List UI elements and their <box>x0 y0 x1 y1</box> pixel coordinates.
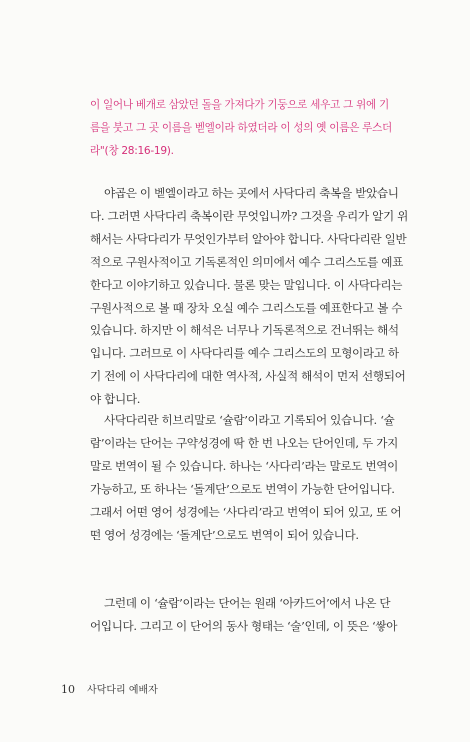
text-line: 떤 영어 성경에는 ‘돌계단’으로도 번역이 되어 있습니다. <box>90 527 359 542</box>
paragraph-sullam-meaning <box>90 409 425 546</box>
text-line: 람’이라는 단어는 구약성경에 딱 한 번 나오는 단어인데, 두 가지 <box>90 435 398 450</box>
text-line: 사닥다리란 히브리말로 ‘슐람’이라고 기록되어 있습니다. ‘슐 <box>104 413 395 427</box>
text-line: 입니다. 그러므로 이 사닥다리를 예수 그리스도의 모형이라고 하 <box>90 346 399 361</box>
page-footer <box>61 681 158 696</box>
text-line: 어입니다. 그리고 이 단어의 동사 형태는 ‘술’인데, 이 뜻은 ‘쌓아 <box>90 618 398 633</box>
text-line: 한다고 이야기하고 있습니다. 물론 맞는 말입니다. 이 사닥다리는 <box>90 277 403 292</box>
paragraph-ladder-blessing <box>90 182 425 411</box>
text-line: 야 합니다. <box>90 392 141 407</box>
paragraph-akkadian-origin <box>90 592 425 638</box>
text-line: 있습니다. 하지만 이 해석은 너무나 기독론적으로 건너뛰는 해석 <box>90 323 399 338</box>
text-line: 그런데 이 ‘슐람’이라는 단어는 원래 ‘아카드어’에서 나온 단 <box>104 596 391 610</box>
text-line: 말로 번역이 될 수 있습니다. 하나는 ‘사다리’라는 말로도 번역이 <box>90 458 398 473</box>
page-number: 10 <box>61 683 75 696</box>
text-line: 해서는 사닥다리가 무엇인가부터 알아야 합니다. 사닥다리란 일반 <box>90 231 407 246</box>
quote-line: 름을 붓고 그 곳 이름을 벧엘이라 하였더라 이 성의 옛 이름은 루스더 <box>90 122 392 134</box>
running-title: 사닥다리 예배자 <box>87 685 158 696</box>
text-line: 기 전에 이 사닥다리에 대한 역사적, 사실적 해석이 먼저 선행되어 <box>90 369 406 384</box>
text-line: 다. 그러면 사닥다리 축복이란 무엇입니까? 그것을 우리가 알기 위 <box>90 208 408 223</box>
scripture-quote <box>90 94 425 163</box>
text-line: 가능하고, 또 하나는 ‘돌계단’으로도 번역이 가능한 단어입니다. <box>90 481 395 496</box>
quote-line: 이 일어나 베개로 삼았던 돌을 가져다가 기둥으로 세우고 그 위에 기 <box>90 99 389 111</box>
text-line: 그래서 어떤 영어 성경에는 ‘사다리’라고 번역이 되어 있고, 또 어 <box>90 504 402 519</box>
text-line: 야곱은 이 벧엘이라고 하는 곳에서 사닥다리 축복을 받았습니 <box>104 186 399 200</box>
quote-line: 라"(창 28:16-19). <box>90 145 174 157</box>
text-line: 구원사적으로 볼 때 장차 오실 예수 그리스도를 예표한다고 볼 수 <box>90 300 403 315</box>
text-line: 적으로 구원사적이고 기독론적인 의미에서 예수 그리스도를 예표 <box>90 254 403 269</box>
